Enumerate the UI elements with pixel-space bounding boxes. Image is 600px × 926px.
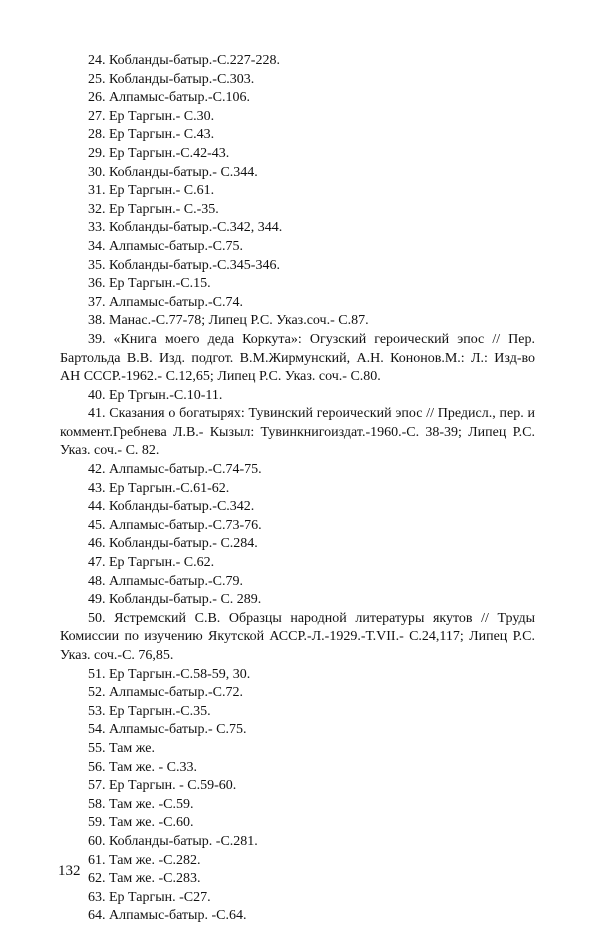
note-entry: 39. «Книга моего деда Коркута»: Огузский героический эпос // Пер. Бартольда В.В. Изд. подгот. В.М.Жирмунский, А.Н. Кононов.М.: Л.: Изд-во АН СССР.-1962.- С.12,65; Липец Р.С. Указ. соч.- С.80. (60, 331, 535, 385)
note-entry: 40. Ер Тргын.-С.10-11. (88, 387, 223, 403)
note-entry: 61. Там же. -С.282. (88, 852, 201, 868)
note-entry: 36. Ер Таргын.-С.15. (88, 276, 211, 292)
note-entry: 26. Алпамыс-батыр.-С.106. (88, 90, 250, 106)
note-entry: 63. Ер Таргын. -С27. (88, 889, 211, 905)
note-entry: 49. Кобланды-батыр.- С. 289. (88, 592, 262, 608)
note-entry: 54. Алпамыс-батыр.- С.75. (88, 722, 247, 738)
note-entry: 28. Ер Таргын.- С.43. (88, 127, 215, 143)
note-entry: 62. Там же. -С.283. (88, 871, 201, 887)
note-entry: 55. Там же. (88, 740, 155, 756)
note-entry: 50. Ястремский С.В. Образцы народной литературы якутов // Труды Комиссии по изучению Якутской АССР.-Л.-1929.-Т.VII.- С.24,117; Липец Р.С. Указ. соч.-С. 76,85. (60, 610, 535, 663)
note-entry: 51. Ер Таргын.-С.58-59, 30. (88, 666, 251, 682)
note-entry: 43. Ер Таргын.-С.61-62. (88, 480, 230, 496)
note-entry: 56. Там же. - С.33. (88, 759, 197, 775)
note-entry: 44. Кобланды-батыр.-С.342. (88, 499, 255, 515)
note-entry: 24. Кобланды-батыр.-С.227-228. (88, 53, 280, 68)
notes-list (60, 52, 535, 926)
note-entry: 27. Ер Таргын.- С.30. (88, 108, 215, 124)
note-entry: 53. Ер Таргын.-С.35. (88, 703, 211, 719)
note-entry: 45. Алпамыс-батыр.-С.73-76. (88, 517, 262, 533)
note-entry: 38. Манас.-С.77-78; Липец Р.С. Указ.соч.- С.87. (88, 313, 369, 329)
note-entry: 32. Ер Таргын.- С.-35. (88, 201, 219, 217)
note-entry: 60. Кобланды-батыр. -С.281. (88, 833, 258, 849)
note-entry: 41. Сказания о богатырях: Тувинский героический эпос // Предисл., пер. и коммент.Гребнева Л.В.- Кызыл: Тувинкнигоиздат.-1960.-С. 38-39; Липец Р.С. Указ. соч.- С. 82. (60, 406, 535, 459)
note-entry: 33. Кобланды-батыр.-С.342, 344. (88, 220, 283, 236)
note-entry: 46. Кобланды-батыр.- С.284. (88, 536, 258, 552)
note-entry: 25. Кобланды-батыр.-С.303. (88, 71, 255, 87)
note-entry: 29. Ер Таргын.-С.42-43. (88, 145, 230, 161)
note-entry: 47. Ер Таргын.- С.62. (88, 555, 215, 571)
note-entry: 30. Кобланды-батыр.- С.344. (88, 164, 258, 180)
note-entry: 42. Алпамыс-батыр.-С.74-75. (88, 462, 262, 478)
page-number: 132 (58, 863, 81, 879)
note-entry: 48. Алпамыс-батыр.-С.79. (88, 573, 243, 589)
note-entry: 58. Там же. -С.59. (88, 796, 194, 812)
note-entry: 35. Кобланды-батыр.-С.345-346. (88, 257, 280, 273)
note-entry: 34. Алпамыс-батыр.-С.75. (88, 238, 243, 254)
note-entry: 59. Там же. -С.60. (88, 815, 194, 831)
note-entry: 37. Алпамыс-батыр.-С.74. (88, 294, 243, 310)
note-entry: 57. Ер Таргын. - С.59-60. (88, 778, 237, 794)
note-entry: 64. Алпамыс-батыр. -С.64. (88, 908, 247, 924)
note-entry: 52. Алпамыс-батыр.-С.72. (88, 685, 243, 701)
note-entry: 31. Ер Таргын.- С.61. (88, 183, 215, 199)
